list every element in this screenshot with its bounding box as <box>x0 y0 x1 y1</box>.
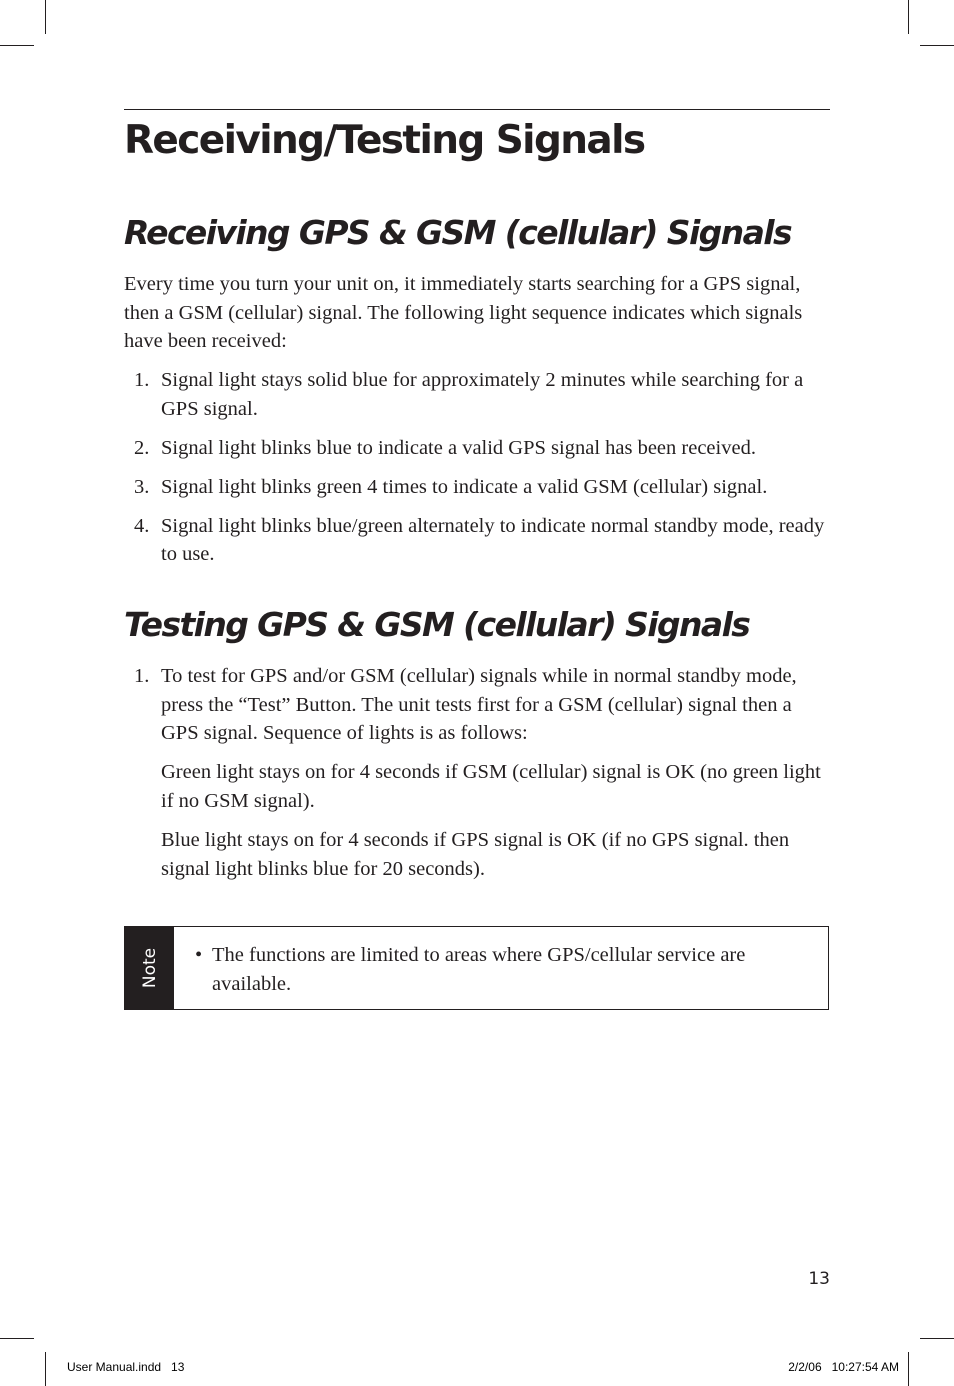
page-title: Receiving/Testing Signals <box>124 118 645 163</box>
list-item <box>124 512 834 569</box>
crop-mark <box>0 45 34 46</box>
list-item <box>124 473 834 502</box>
page-number: 13 <box>808 1269 830 1289</box>
note-label: Note <box>139 947 160 989</box>
note-box <box>124 926 829 1010</box>
crop-mark <box>908 1352 909 1386</box>
crop-mark <box>45 0 46 34</box>
list-item-number: 4. <box>134 514 150 537</box>
slug-timestamp: 2/2/06 10:27:54 AM <box>788 1360 899 1374</box>
note-tab <box>125 927 174 1009</box>
crop-mark <box>908 0 909 34</box>
list-item-number: 2. <box>134 436 150 459</box>
crop-mark <box>45 1352 46 1386</box>
title-rule <box>124 109 830 110</box>
receiving-intro: Every time you turn your unit on, it immediately starts searching for a GPS signal, then a GSM (cellular) signal. The following light sequence indicates which signals have been received: <box>124 273 803 353</box>
list-item-text: Signal light stays solid blue for approximately 2 minutes while searching for a GPS signal. <box>161 369 804 420</box>
testing-heading: Testing GPS & GSM (cellular) Signals <box>124 605 750 644</box>
crop-mark <box>920 1338 954 1339</box>
list-item-text: To test for GPS and/or GSM (cellular) signals while in normal standby mode, press the “Test” Button. The unit tests first for a GSM (cellular) signal then a GPS signal. Sequence of lights is as follows: <box>161 665 797 745</box>
receiving-steps-list <box>124 366 834 579</box>
list-item-text: Signal light blinks green 4 times to indicate a valid GSM (cellular) signal. <box>161 475 768 498</box>
blue-light-description: Blue light stays on for 4 seconds if GPS signal is OK (if no GPS signal. then signal light blinks blue for 20 seconds). <box>161 829 790 880</box>
crop-mark <box>920 45 954 46</box>
list-item-number: 3. <box>134 475 150 498</box>
crop-mark <box>0 1338 34 1339</box>
slug-file-info: User Manual.indd 13 <box>67 1360 185 1374</box>
list-item-text: Signal light blinks blue/green alternately to indicate normal standby mode, ready to use. <box>161 514 825 566</box>
list-item-number: 1. <box>134 665 150 687</box>
note-bullet: • <box>195 944 203 966</box>
list-item <box>124 434 834 463</box>
green-light-description: Green light stays on for 4 seconds if GSM (cellular) signal is OK (no green light if no GSM signal). <box>161 761 821 812</box>
list-item-number: 1. <box>134 369 150 391</box>
note-text: The functions are limited to areas where GPS/cellular service are available. <box>212 944 746 995</box>
receiving-heading: Receiving GPS & GSM (cellular) Signals <box>124 213 791 252</box>
testing-steps-list <box>124 662 834 758</box>
list-item-text: Signal light blinks blue to indicate a valid GPS signal has been received. <box>161 436 756 459</box>
list-item <box>124 366 834 423</box>
list-item <box>124 662 834 748</box>
